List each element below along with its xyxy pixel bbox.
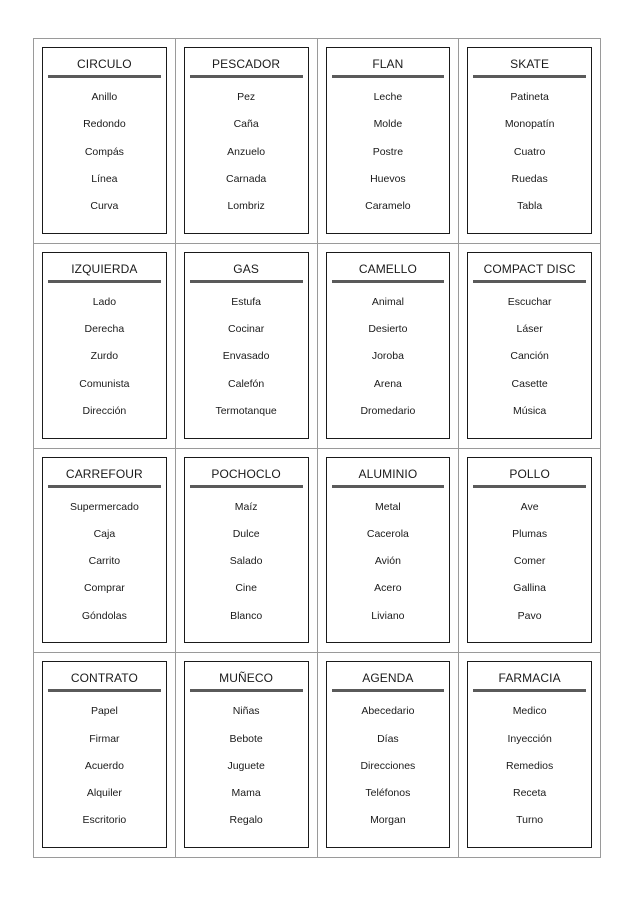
title-underline	[473, 280, 586, 283]
card-title: FARMACIA	[498, 671, 561, 686]
title-underline	[332, 75, 445, 78]
card-cell	[459, 449, 601, 654]
word-item: Envasado	[222, 350, 270, 363]
card-title: SKATE	[510, 57, 550, 71]
word-item: Escritorio	[82, 814, 127, 827]
word-item: Lado	[92, 295, 117, 308]
word-item: Cacerola	[366, 527, 409, 540]
word-item: Carrito	[88, 555, 121, 568]
word-item: Mama	[231, 787, 261, 800]
word-card	[326, 47, 451, 234]
card-cell	[34, 449, 176, 654]
word-item: Zurdo	[90, 350, 119, 363]
word-item: Remedios	[505, 759, 554, 772]
card-title: POCHOCLO	[211, 466, 281, 481]
word-item: Postre	[372, 145, 404, 158]
word-card	[42, 252, 167, 439]
card-title: POLLO	[509, 466, 550, 481]
word-item: Papel	[90, 705, 118, 718]
word-item: Direcciones	[360, 759, 416, 772]
word-item: Cuatro	[513, 145, 546, 158]
word-card	[467, 47, 592, 234]
word-item: Ruedas	[511, 172, 548, 185]
word-item: Derecha	[84, 323, 125, 336]
word-item: Escuchar	[507, 295, 552, 308]
word-item: Patineta	[510, 91, 549, 103]
title-underline	[473, 75, 586, 78]
word-item: Molde	[373, 118, 403, 131]
word-item: Lombriz	[227, 200, 265, 213]
word-item: Acero	[374, 582, 402, 595]
card-cell	[176, 244, 318, 449]
card-title: IZQUIERDA	[71, 261, 138, 276]
card-cell	[34, 39, 176, 244]
word-item: Abecedario	[361, 705, 415, 718]
word-item: Leche	[373, 91, 403, 103]
word-list	[185, 90, 308, 226]
word-card	[184, 457, 309, 644]
title-underline	[473, 689, 586, 692]
card-cell	[318, 653, 460, 858]
word-item: Liviano	[371, 609, 405, 622]
word-item: Dromedario	[360, 404, 416, 417]
word-list	[327, 90, 450, 226]
word-item: Morgan	[370, 814, 406, 827]
word-item: Termotanque	[215, 404, 277, 417]
word-item: Arena	[373, 377, 402, 390]
word-item: Música	[512, 404, 547, 417]
word-list	[43, 295, 166, 431]
word-item: Inyección	[507, 732, 552, 745]
word-item: Comprar	[83, 582, 125, 595]
card-title: COMPACT DISC	[483, 261, 576, 276]
card-cell	[34, 653, 176, 858]
word-item: Regalo	[229, 814, 263, 827]
word-item: Compás	[84, 145, 124, 158]
word-item: Caña	[233, 118, 259, 131]
card-title: CONTRATO	[70, 671, 138, 686]
card-title: PESCADOR	[212, 57, 281, 71]
card-cell	[459, 653, 601, 858]
word-item: Turno	[516, 814, 544, 827]
word-item: Medico	[512, 705, 547, 718]
word-item: Comer	[513, 555, 546, 568]
word-item: Caja	[93, 527, 116, 540]
word-card	[467, 252, 592, 439]
card-cell	[318, 39, 460, 244]
word-item: Acuerdo	[84, 759, 124, 772]
title-underline	[48, 75, 161, 78]
word-item: Cine	[235, 582, 257, 595]
word-item: Dulce	[232, 527, 260, 540]
card-sheet	[33, 38, 601, 858]
card-title: FLAN	[372, 57, 404, 71]
word-item: Blanco	[230, 609, 263, 622]
word-list	[468, 500, 591, 636]
word-item: Días	[377, 732, 399, 745]
card-cell	[459, 244, 601, 449]
word-item: Ave	[520, 500, 539, 513]
card-title: GAS	[233, 261, 259, 276]
word-item: Canción	[510, 350, 549, 363]
card-cell	[318, 449, 460, 654]
word-list	[185, 295, 308, 431]
word-item: Plumas	[512, 527, 548, 540]
card-title: CIRCULO	[77, 57, 132, 71]
word-item: Dirección	[82, 404, 127, 417]
title-underline	[190, 689, 303, 692]
card-title: ALUMINIO	[358, 466, 418, 481]
card-title: CARREFOUR	[65, 466, 143, 481]
word-item: Carnada	[225, 172, 267, 185]
card-title: CAMELLO	[358, 261, 417, 276]
title-underline	[332, 485, 445, 488]
word-item: Receta	[512, 787, 547, 800]
word-list	[185, 704, 308, 840]
word-list	[43, 500, 166, 636]
title-underline	[332, 280, 445, 283]
word-list	[468, 295, 591, 431]
word-item: Joroba	[371, 350, 404, 363]
word-item: Redondo	[83, 118, 126, 131]
word-item: Animal	[371, 295, 404, 308]
word-list	[43, 704, 166, 840]
word-item: Línea	[91, 172, 118, 185]
word-list	[468, 90, 591, 226]
word-item: Teléfonos	[365, 787, 411, 800]
word-item: Niñas	[232, 705, 260, 718]
word-item: Avión	[374, 555, 401, 568]
card-title: AGENDA	[362, 671, 414, 686]
word-list	[185, 500, 308, 636]
word-item: Calefón	[228, 377, 265, 390]
word-item: Maíz	[234, 500, 258, 513]
word-item: Curva	[90, 200, 119, 213]
title-underline	[190, 485, 303, 488]
word-item: Estufa	[231, 295, 262, 308]
word-card	[467, 661, 592, 848]
word-item: Bebote	[229, 732, 263, 745]
word-item: Monopatín	[504, 118, 555, 131]
word-card	[42, 457, 167, 644]
word-item: Alquiler	[86, 787, 122, 800]
word-item: Huevos	[370, 172, 406, 185]
title-underline	[48, 485, 161, 488]
word-item: Anillo	[91, 91, 118, 103]
word-item: Cocinar	[228, 323, 265, 336]
word-list	[327, 500, 450, 636]
word-item: Comunista	[79, 377, 130, 390]
word-list	[468, 704, 591, 840]
title-underline	[48, 689, 161, 692]
word-card	[326, 661, 451, 848]
word-item: Láser	[516, 323, 543, 336]
card-cell	[176, 449, 318, 654]
title-underline	[190, 280, 303, 283]
word-list	[43, 90, 166, 226]
title-underline	[48, 280, 161, 283]
word-list	[327, 704, 450, 840]
word-card	[184, 661, 309, 848]
word-item: Juguete	[227, 759, 265, 772]
title-underline	[473, 485, 586, 488]
word-card	[184, 47, 309, 234]
word-item: Anzuelo	[227, 145, 266, 158]
word-item: Metal	[375, 500, 401, 513]
word-item: Desierto	[368, 323, 408, 336]
word-card	[42, 661, 167, 848]
word-card	[184, 252, 309, 439]
title-underline	[190, 75, 303, 78]
word-card	[42, 47, 167, 234]
word-item: Firmar	[89, 732, 120, 745]
word-card	[467, 457, 592, 644]
title-underline	[332, 689, 445, 692]
card-cell	[176, 39, 318, 244]
word-item: Salado	[229, 555, 263, 568]
word-card	[326, 252, 451, 439]
word-item: Caramelo	[365, 200, 411, 213]
word-card	[326, 457, 451, 644]
card-cell	[34, 244, 176, 449]
word-item: Gallina	[513, 582, 546, 595]
card-title: MUÑECO	[219, 671, 274, 686]
word-item: Casette	[511, 377, 548, 390]
card-cell	[459, 39, 601, 244]
word-item: Pez	[237, 91, 256, 103]
word-list	[327, 295, 450, 431]
card-cell	[318, 244, 460, 449]
word-item: Pavo	[517, 609, 542, 622]
word-item: Supermercado	[69, 500, 139, 513]
word-item: Góndolas	[81, 609, 127, 622]
card-cell	[176, 653, 318, 858]
word-item: Tabla	[517, 200, 543, 213]
